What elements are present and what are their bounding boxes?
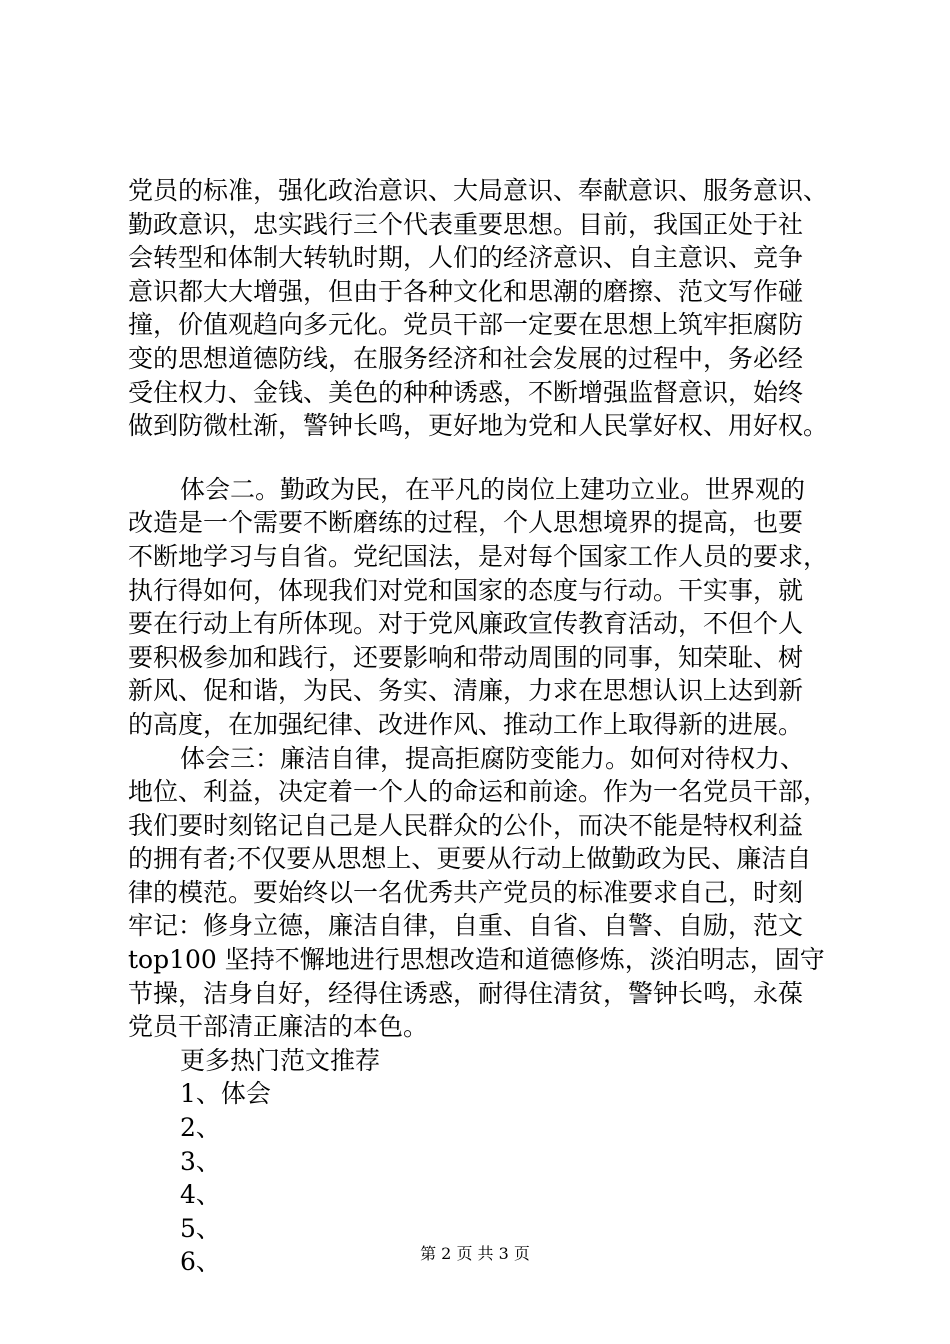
- text-line: 执行得如何，体现我们对党和国家的态度与行动。干实事，就: [128, 575, 804, 605]
- text-line: 我们要时刻铭记自己是人民群众的公仆，而决不能是特权利益: [128, 810, 804, 840]
- text-line: 意识都大大增强，但由于各种文化和思潮的磨擦、范文写作碰: [128, 276, 804, 306]
- text-line: 要在行动上有所体现。对于党风廉政宣传教育活动，不但个人: [128, 609, 804, 639]
- text-line: 改造是一个需要不断磨练的过程，个人思想境界的提高，也要: [128, 508, 804, 538]
- recommend-title: 更多热门范文推荐: [180, 1045, 381, 1075]
- text-line: 受住权力、金钱、美色的种种诱惑，不断增强监督意识，始终: [128, 377, 804, 407]
- recommend-item[interactable]: 3、: [180, 1146, 221, 1176]
- text-line: 体会二。勤政为民，在平凡的岗位上建功立业。世界观的: [180, 474, 806, 504]
- text-line: 地位、利益，决定着一个人的命运和前途。作为一名党员干部，: [128, 777, 829, 807]
- text-line: 要积极参加和践行，还要影响和带动周围的同事，知荣耻、树: [128, 642, 804, 672]
- paragraph-1: [128, 174, 836, 443]
- text-line: 不断地学习与自省。党纪国法，是对每个国家工作人员的要求，: [128, 541, 829, 571]
- text-line: 党员干部清正廉洁的本色。: [128, 1012, 429, 1042]
- text-line: 节操，洁身自好，经得住诱惑，耐得住清贫，警钟长鸣，永葆: [128, 978, 804, 1008]
- recommend-item[interactable]: 2、: [180, 1113, 221, 1143]
- text-line: 撞，价值观趋向多元化。党员干部一定要在思想上筑牢拒腐防: [128, 310, 804, 340]
- text-line: 新风、促和谐，为民、务实、清廉，力求在思想认识上达到新: [128, 676, 804, 706]
- document-body: [128, 174, 836, 1279]
- text-line: 党员的标准，强化政治意识、大局意识、奉献意识、服务意识、: [128, 176, 829, 205]
- paragraph-spacer: [128, 443, 836, 473]
- recommend-item[interactable]: 6、: [180, 1247, 221, 1277]
- text-line: 的拥有者;不仅要从思想上、更要从行动上做勤政为民、廉洁自: [128, 844, 812, 874]
- text-line: 勤政意识，忠实践行三个代表重要思想。目前，我国正处于社: [128, 209, 804, 239]
- paragraph-2: [128, 473, 836, 742]
- text-line: top100 坚持不懈地进行思想改造和道德修炼，淡泊明志，固守: [128, 945, 825, 975]
- text-line: 牢记：修身立德，廉洁自律，自重、自省、自警、自励，范文: [128, 911, 804, 941]
- text-line: 做到防微杜渐，警钟长鸣，更好地为党和人民掌好权、用好权。: [128, 411, 829, 441]
- page-number-footer: 第 2 页 共 3 页: [420, 1244, 530, 1263]
- recommend-item[interactable]: 1、体会: [180, 1079, 271, 1109]
- text-line: 律的模范。要始终以一名优秀共产党员的标准要求自己，时刻: [128, 877, 804, 907]
- text-line: 体会三：廉洁自律，提高拒腐防变能力。如何对待权力、: [180, 743, 806, 773]
- recommend-item[interactable]: 5、: [180, 1213, 221, 1243]
- text-line: 变的思想道德防线，在服务经济和社会发展的过程中，务必经: [128, 343, 804, 373]
- text-line: 会转型和体制大转轨时期，人们的经济意识、自主意识、竞争: [128, 243, 804, 273]
- text-line: 的高度，在加强纪律、改进作风、推动工作上取得新的进展。: [128, 709, 804, 739]
- recommend-item[interactable]: 4、: [180, 1180, 221, 1210]
- paragraph-3: [128, 742, 836, 1044]
